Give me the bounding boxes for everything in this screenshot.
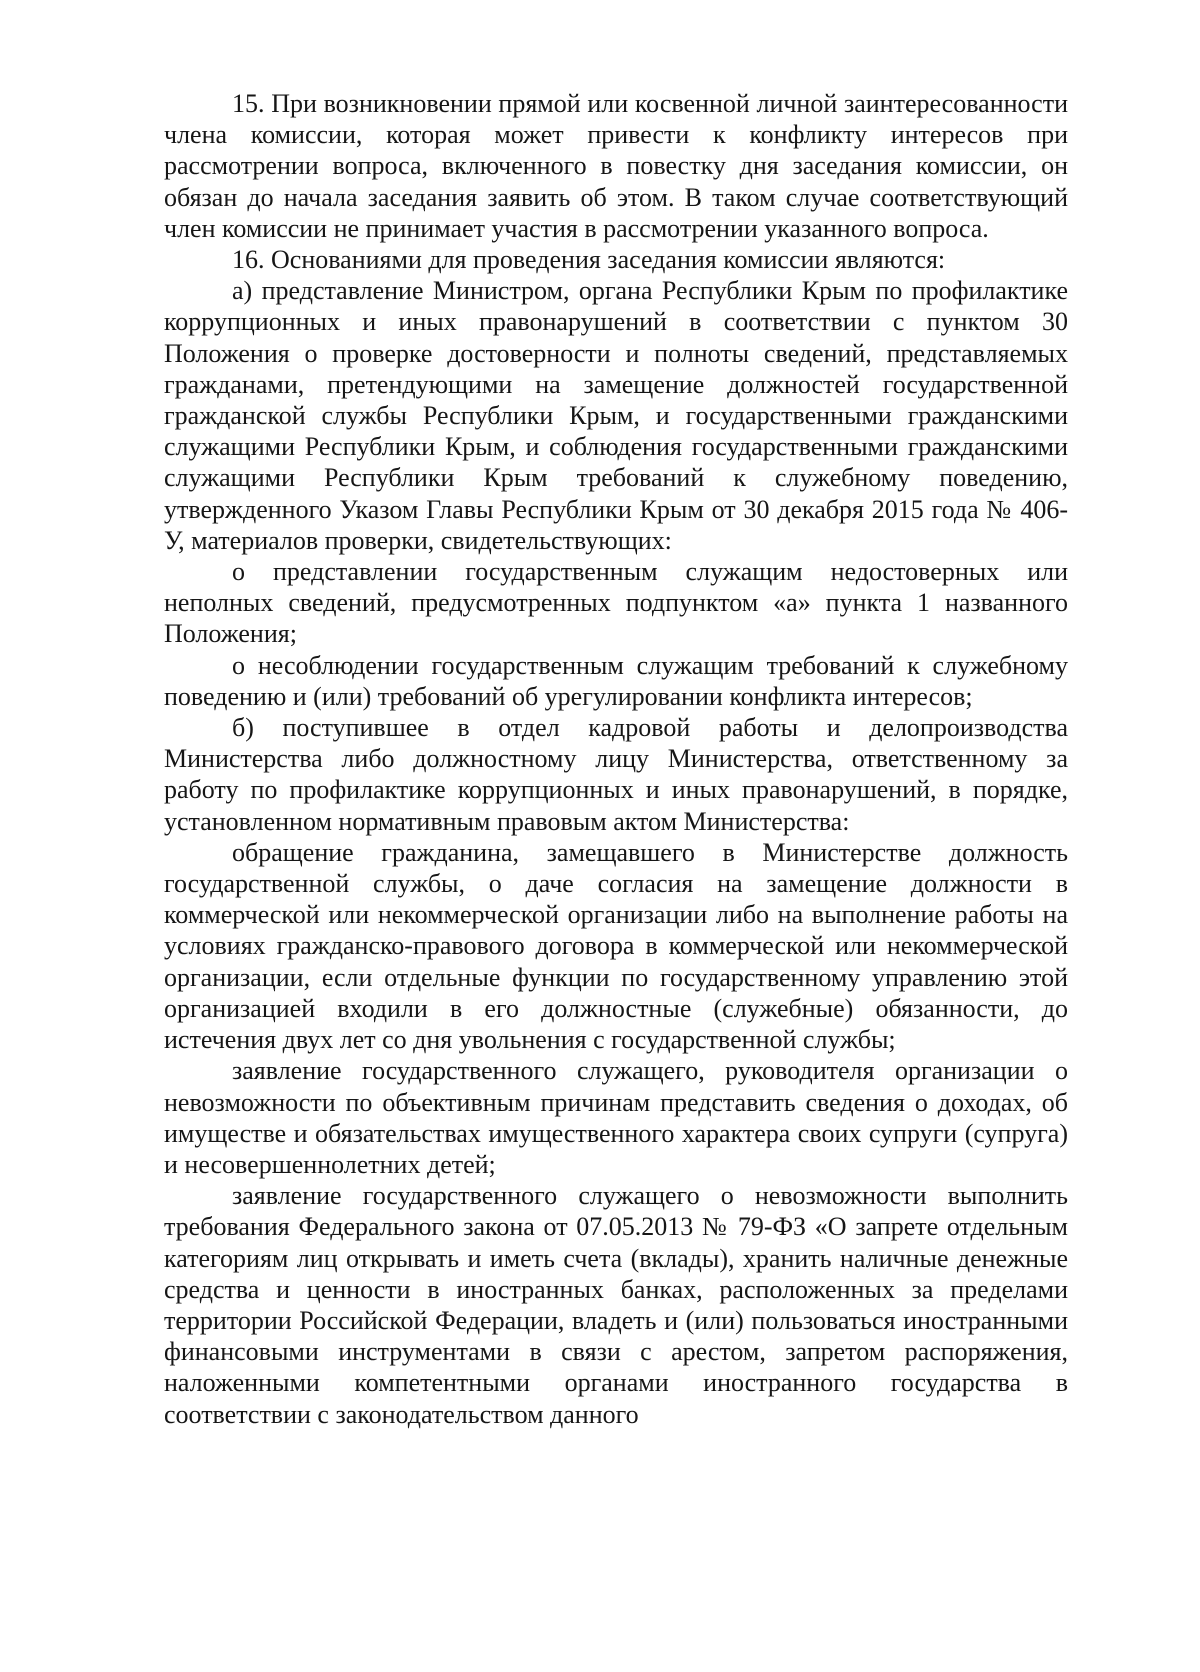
paragraph-16-a-item-2: о несоблюдении государственным служащим требований к служебному поведению и (или) требований об урегулировании конфликта интересов; (164, 650, 1068, 711)
paragraph-16-b-item-1: обращение гражданина, замещавшего в Министерстве должность государственной службы, о даче согласия на замещение должности в коммерческой или некоммерческой организации либо на выполнение работы на условиях гражданско-правового договора в коммерческой или некоммерческой организации, если отдельные функции по государственному управлению этой организацией входили в его должностные (служебные) обязанности, до истечения двух лет со дня увольнения с государственной службы; (164, 837, 1068, 1055)
paragraph-16-a-item-1: о представлении государственным служащим недостоверных или неполных сведений, предусмотренных подпунктом «а» пункта 1 названного Положения; (164, 557, 1068, 649)
paragraph-16-b-item-3: заявление государственного служащего о невозможности выполнить требования Федерального закона от 07.05.2013 № 79-ФЗ «О запрете отдельным категориям лиц открывать и иметь счета (вклады), хранить наличные денежные средства и ценности в иностранных банках, расположенных за пределами территории Российской Федерации, владеть и (или) пользоваться иностранными финансовыми инструментами в связи с арестом, запретом распоряжения, наложенными компетентными органами иностранного государства в соответствии с законодательством данного (164, 1181, 1068, 1429)
paragraph-16-b: б) поступившее в отдел кадровой работы и делопроизводства Министерства либо должностному лицу Министерства, ответственному за работу по профилактике коррупционных и иных правонарушений, в порядке, установленном нормативным правовым актом Министерства: (164, 713, 1068, 836)
paragraph-16-b-item-2: заявление государственного служащего, руководителя организации о невозможности по объективным причинам представить сведения о доходах, об имуществе и обязательствах имущественного характера своих супруги (супруга) и несовершеннолетних детей; (164, 1056, 1068, 1179)
paragraph-16-a: а) представление Министром, органа Республики Крым по профилактике коррупционных и иных правонарушений в соответствии с пунктом 30 Положения о проверке достоверности и полноты сведений, представляемых гражданами, претендующими на замещение должностей государственной гражданской службы Республики Крым, и государственными гражданскими служащими Республики Крым, и соблюдения государственными гражданскими служащими Республики Крым требований к служебному поведению, утвержденного Указом Главы Республики Крым от 30 декабря 2015 года № 406-У, материалов проверки, свидетельствующих: (164, 276, 1068, 555)
paragraph-15: 15. При возникновении прямой или косвенной личной заинтересованности члена комиссии, которая может привести к конфликту интересов при рассмотрении вопроса, включенного в повестку дня заседания комиссии, он обязан до начала заседания заявить об этом. В таком случае соответствующий член комиссии не принимает участия в рассмотрении указанного вопроса. (164, 89, 1068, 243)
paragraph-16: 16. Основаниями для проведения заседания комиссии являются: (232, 245, 946, 275)
document-body (164, 88, 1068, 1430)
